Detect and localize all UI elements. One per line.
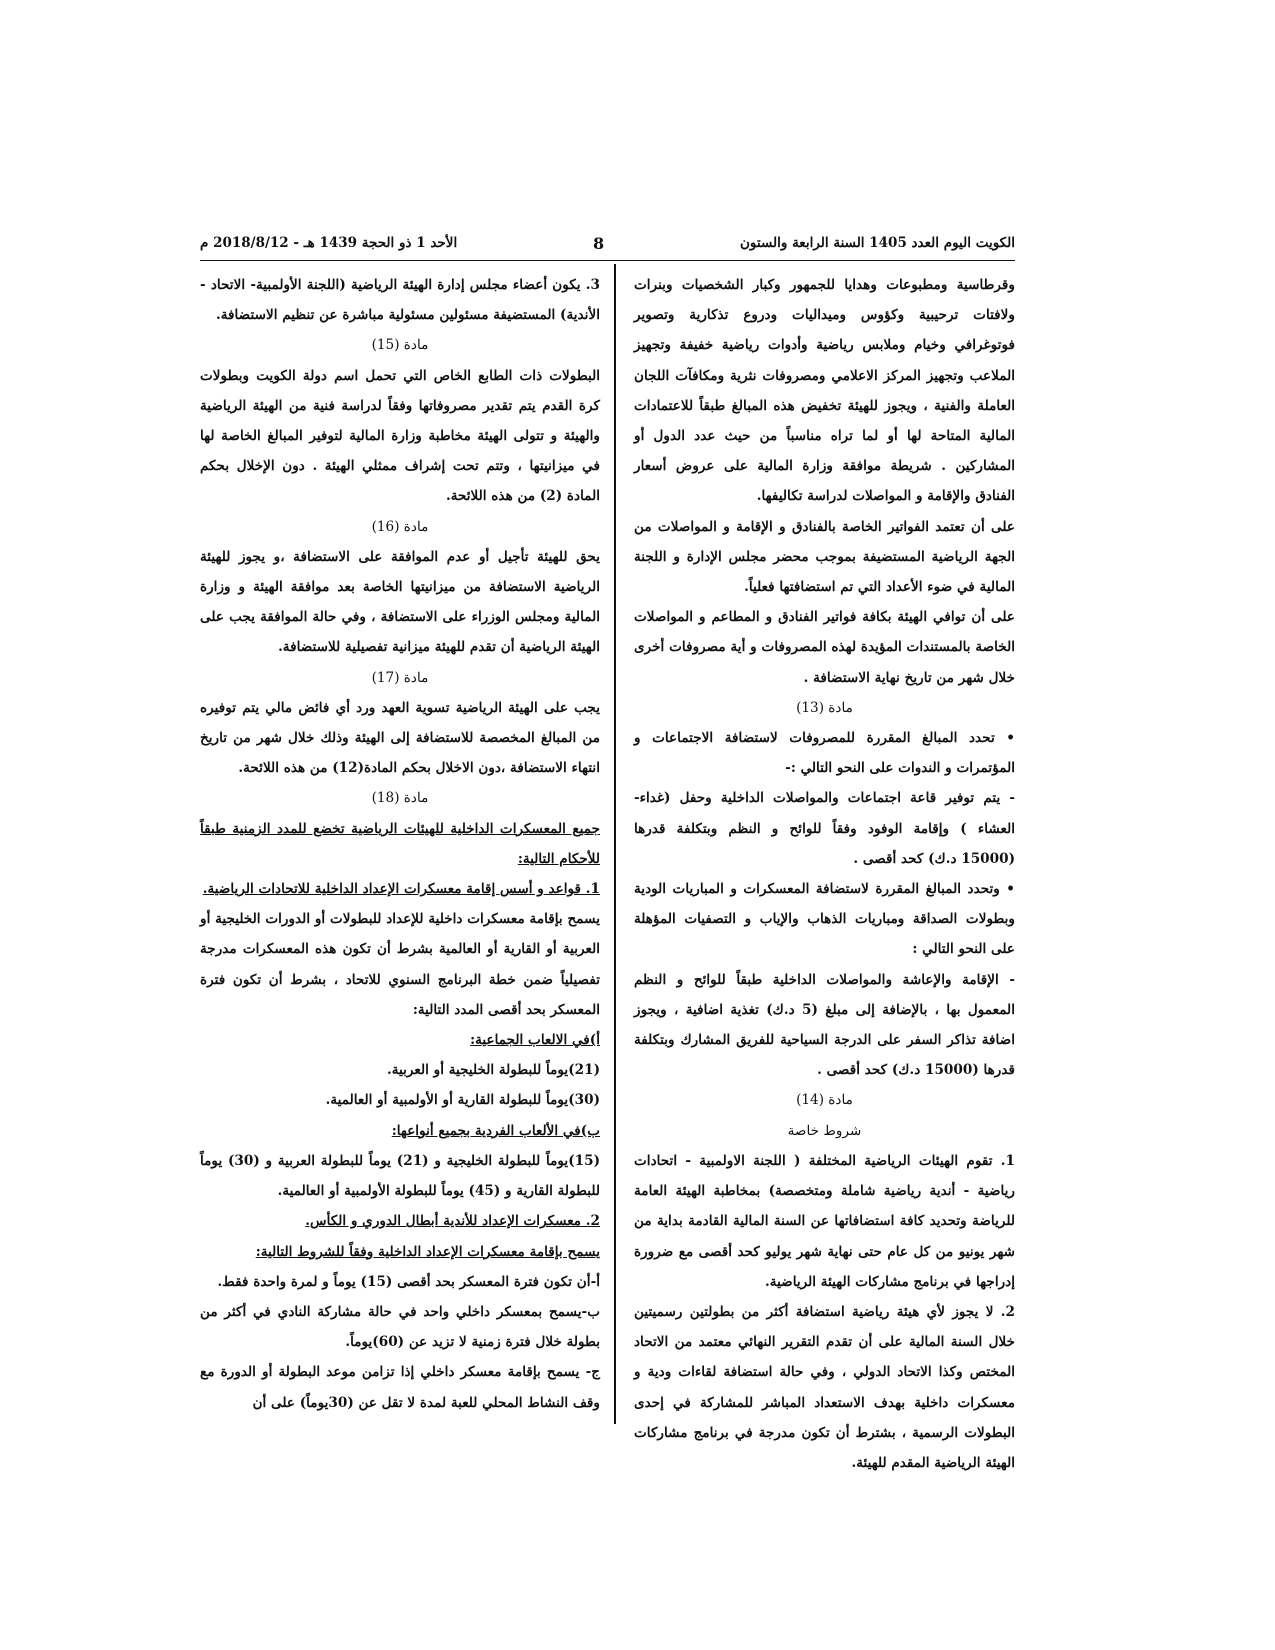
article-heading: مادة (15) xyxy=(371,337,429,354)
paragraph: (21)يوماً للبطولة الخليجية أو العربية. xyxy=(387,1062,600,1079)
article-heading: مادة (14) xyxy=(796,1092,853,1109)
paragraph: ب-يسمح بمعسكر داخلي واحد في حالة مشاركة النادي في أكثر من بطولة خلال فترة زمنية لا تزيد عن (60)يوماً. xyxy=(200,1303,600,1351)
paragraph: • وتحدد المبالغ المقررة لاستضافة المعسكرات و المباريات الودية وبطولات الصداقة ومباريات الذهاب والإياب و التصفيات المؤهلة على النحو التالي : xyxy=(634,881,1015,958)
paragraph: يسمح بإقامة معسكرات داخلية للإعداد للبطولات أو الدورات الخليجية أو العربية أو القارية أو العالمية بشرط أن تكون هذه المعسكرات مدرجة تفصيلياً ضمن خطة البرنامج السنوي للاتحاد ، بشرط أن تكون فترة المعسكر بحد أقصى المدد التالية: xyxy=(200,911,600,1018)
column-divider xyxy=(614,264,616,1424)
paragraph: ج- يسمح بإقامة معسكر داخلي إذا تزامن موعد البطولة أو الدورة مع وقف النشاط المحلي للعبة لمدة لا تقل عن (30يوماً) على أن xyxy=(200,1364,600,1411)
paragraph: يجب على الهيئة الرياضية تسوية العهد ورد أي فائض مالي يتم توفيره من المبالغ المخصصة للاستضافة إلى الهيئة وذلك خلال شهر من تاريخ انتهاء الاستضافة ،دون الاخلال بحكم المادة(12) من هذه اللائحة. xyxy=(200,699,600,777)
article-heading: مادة (18) xyxy=(371,790,429,807)
paragraph: - الإقامة والإعاشة والمواصلات الداخلية طبقاً للوائح و النظم المعمول بها ، بالإضافة إلى مبلغ (5 د.ك) تغذية اضافية ، ويجوز اضافة تذاكر السفر على الدرجة السياحية للفريق المشارك وبتكلفة قدرها (15000 د.ك) كحد أقصى . xyxy=(634,971,1015,1079)
paragraph: - يتم توفير قاعة اجتماعات والمواصلات الداخلية وحفل (غداء- العشاء ) وإقامة الوفود وفقاً للوائح و النظم وبتكلفة قدرها (15000 د.ك) كحد أقصى . xyxy=(634,790,1015,867)
right-column xyxy=(634,270,1015,1478)
paragraph: أ-أن تكون فترة المعسكر بحد أقصى (15) يوماً و لمرة واحدة فقط. xyxy=(217,1273,600,1290)
underlined-clause: جميع المعسكرات الداخلية للهيئات الرياضية تخضع للمدد الزمنية طبقاً للأحكام التالية: xyxy=(200,820,600,867)
underlined-clause: 2. معسكرات الإعداد للأندية أبطال الدوري و الكأس. xyxy=(305,1213,600,1230)
paragraph: • تحدد المبالغ المقررة للمصروفات لاستضافة الاجتماعات و المؤتمرات و الندوات على النحو التالي :- xyxy=(634,730,1015,777)
page-number: 8 xyxy=(593,233,605,253)
underlined-clause: يسمح بإقامة معسكرات الإعداد الداخلية وفقاً للشروط التالية: xyxy=(255,1243,600,1260)
paragraph: على أن تعتمد الفواتير الخاصة بالفنادق و الإقامة و المواصلات من الجهة الرياضية المستضيفة بموجب محضر مجلس الإدارة و اللجنة المالية في ضوء الأعداد التي تم استضافتها فعلياً. xyxy=(634,518,1015,596)
header-issue-info: الكويت اليوم العدد 1405 السنة الرابعة والستون xyxy=(739,235,1015,251)
page-header xyxy=(200,230,1015,256)
left-column xyxy=(200,270,600,1418)
paragraph: (15)يوماً للبطولة الخليجية و (21) يوماً للبطولة العربية و (30) يوماً للبطولة القارية و (45) يوماً للبطولة الأولمبية أو العالمية. xyxy=(200,1152,600,1200)
paragraph: 3. يكون أعضاء مجلس إدارة الهيئة الرياضية (اللجنة الأولمبية- الاتحاد - الأندية) المستضيفة مسئولين مسئولية مباشرة عن تنظيم الاستضافة. xyxy=(200,277,600,324)
paragraph: 1. تقوم الهيئات الرياضية المختلفة ( اللجنة الاولمبية - اتحادات رياضية - أندية رياضية شاملة ومتخصصة) بمخاطبة الهيئة العامة للرياضة وتحديد كافة استضافاتها عن السنة المالية القادمة بداية من شهر يونيو من كل عام حتى نهاية شهر يوليو كحد أقصى مع ضرورة إدراجها في برنامج مشاركات الهيئة الرياضية. xyxy=(634,1152,1015,1290)
article-heading: مادة (16) xyxy=(371,518,429,535)
paragraph: البطولات ذات الطابع الخاص التي تحمل اسم دولة الكويت وبطولات كرة القدم يتم تقدير مصروفاتها وفقاً لدراسة فنية من الهيئة الرياضية والهيئة و تتولى الهيئة مخاطبة وزارة المالية لتوفير المبالغ الخاصة لها في ميزانيتها ، وتتم تحت إشراف ممثلي الهيئة . دون الإخلال بحكم المادة (2) من هذه اللائحة. xyxy=(200,367,600,505)
paragraph: (30)يوماً للبطولة القارية أو الأولمبية أو العالمية. xyxy=(325,1092,600,1109)
paragraph: 2. لا يجوز لأي هيئة رياضية استضافة أكثر من بطولتين رسميتين خلال السنة المالية على أن تقدم التقرير النهائي معتمد من الاتحاد المختص وكذا الاتحاد الدولي ، وفي حالة استضافة لقاءات ودية و معسكرات داخلية بهدف الاستعداد المباشر للمشاركة في إحدى البطولات الرسمية ، بشترط أن تكون مدرجة في برنامج مشاركات الهيئة الرياضية المقدم للهيئة. xyxy=(634,1303,1015,1471)
underlined-clause: 1. قواعد و أسس إقامة معسكرات الإعداد الداخلية للاتحادات الرياضية. xyxy=(202,881,600,898)
article-heading: مادة (13) xyxy=(796,699,853,716)
paragraph: يحق للهيئة تأجيل أو عدم الموافقة على الاستضافة ،و يجوز للهيئة الرياضية الاستضافة من ميزانيتها الخاصة بعد موافقة الهيئة و وزارة المالية ومجلس الوزراء على الاستضافة ، وفي حالة الموافقة يجب على الهيئة الرياضية أن تقدم للهيئة ميزانية تفصيلية للاستضافة. xyxy=(200,548,600,656)
article-heading: شروط خاصة xyxy=(787,1122,862,1139)
article-heading: مادة (17) xyxy=(371,669,429,686)
header-rule xyxy=(200,260,1015,261)
underlined-clause: أ)في الالعاب الجماعية: xyxy=(470,1032,600,1049)
paragraph: وقرطاسية ومطبوعات وهدايا للجمهور وكبار الشخصيات وبنرات ولافتات ترحيبية وكؤوس وميداليات ودروع تذكارية وتصوير فوتوغرافي وخيام وملابس رياضية وأدوات رياضية خفيفة وتجهيز الملاعب وتجهيز المركز الاعلامي ومصروفات نثرية ومكافآت اللجان العاملة والفنية ، ويجوز للهيئة تخفيض هذه المبالغ طبقاً للاعتمادات المالية المتاحة لها أو لما تراه مناسباً من حيث عدد الدول أو المشاركين . شريطة موافقة وزارة المالية على عروض أسعار الفنادق والإقامة و المواصلات لدراسة تكاليفها. xyxy=(634,277,1015,505)
paragraph: على أن توافي الهيئة بكافة فواتير الفنادق و المطاعم و المواصلات الخاصة بالمستندات المؤيدة لهذه المصروفات و أية مصروفات أخرى خلال شهر من تاريخ نهاية الاستضافة . xyxy=(634,609,1015,686)
header-date: الأحد 1 ذو الحجة 1439 هـ - 2018/8/12 م xyxy=(200,235,458,251)
underlined-clause: ب)في الألعاب الفردية بجميع أنواعها: xyxy=(391,1122,600,1139)
